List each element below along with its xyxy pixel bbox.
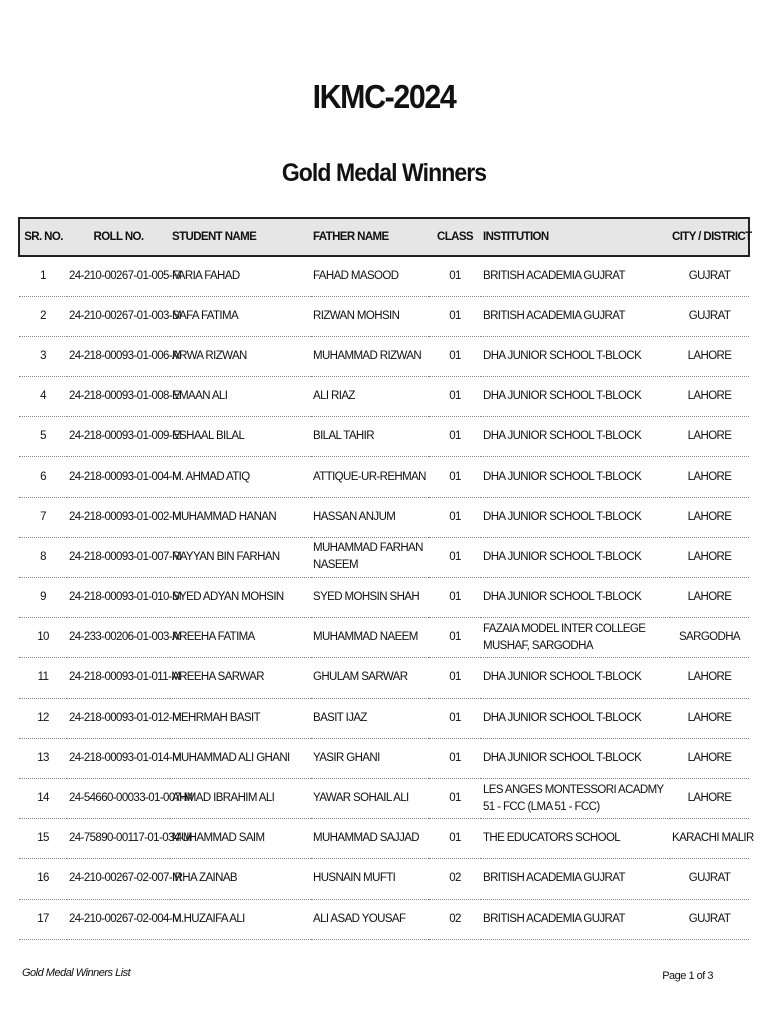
cell-class: 01 — [429, 578, 481, 618]
cell-class: 01 — [429, 256, 481, 296]
cell-father-name: ATTIQUE-UR-REHMAN — [311, 457, 429, 497]
header-roll-no: ROLL NO. — [67, 218, 170, 256]
cell-father-name: MUHAMMAD SAJJAD — [311, 819, 429, 859]
cell-father-name: ALI ASAD YOUSAF — [311, 899, 429, 939]
cell-class: 01 — [429, 819, 481, 859]
cell-city: LAHORE — [670, 336, 749, 376]
cell-student-name: M. AHMAD ATIQ — [170, 457, 311, 497]
cell-sr-no: 1 — [19, 256, 67, 296]
cell-city: GUJRAT — [670, 859, 749, 899]
header-city: CITY / DISTRICT — [670, 218, 749, 256]
cell-student-name: SAFA FATIMA — [170, 296, 311, 336]
page-number: Page 1 of 3 — [662, 970, 713, 982]
header-father-name: FATHER NAME — [311, 218, 429, 256]
cell-institution: BRITISH ACADEMIA GUJRAT — [481, 859, 670, 899]
cell-sr-no: 2 — [19, 296, 67, 336]
cell-institution: DHA JUNIOR SCHOOL T-BLOCK — [481, 698, 670, 738]
cell-student-name: MEHRMAH BASIT — [170, 698, 311, 738]
cell-father-name: HASSAN ANJUM — [311, 497, 429, 537]
table-row — [19, 497, 749, 537]
footer-list-label: Gold Medal Winners List — [22, 967, 131, 979]
cell-city: LAHORE — [670, 658, 749, 698]
cell-institution: LES ANGES MONTESSORI ACADMY 51 - FCC (LMA 51 - FCC) — [481, 778, 670, 818]
cell-roll-no: 24-210-00267-02-007-M — [67, 859, 170, 899]
winners-table — [18, 217, 754, 940]
table-row — [19, 578, 749, 618]
cell-father-name: MUHAMMAD RIZWAN — [311, 336, 429, 376]
cell-roll-no: 24-54660-00033-01-007-M — [67, 778, 170, 818]
cell-class: 01 — [429, 417, 481, 457]
cell-father-name: YASIR GHANI — [311, 738, 429, 778]
cell-father-name: SYED MOHSIN SHAH — [311, 578, 429, 618]
cell-city: GUJRAT — [670, 256, 749, 296]
cell-class: 01 — [429, 336, 481, 376]
cell-father-name: HUSNAIN MUFTI — [311, 859, 429, 899]
cell-student-name: EMAAN ALI — [170, 377, 311, 417]
cell-class: 01 — [429, 537, 481, 577]
document-title: IKMC-2024 — [312, 78, 456, 115]
table-row — [19, 457, 749, 497]
cell-student-name: MUHAMMAD SAIM — [170, 819, 311, 859]
table-row — [19, 738, 749, 778]
cell-class: 01 — [429, 618, 481, 658]
table-row — [19, 899, 749, 939]
table-row — [19, 778, 749, 818]
cell-roll-no: 24-233-00206-01-003-M — [67, 618, 170, 658]
cell-student-name: FARIA FAHAD — [170, 256, 311, 296]
cell-student-name: M.HUZAIFA ALI — [170, 899, 311, 939]
cell-institution: DHA JUNIOR SCHOOL T-BLOCK — [481, 417, 670, 457]
header-sr-no: SR. NO. — [19, 218, 67, 256]
cell-institution: DHA JUNIOR SCHOOL T-BLOCK — [481, 537, 670, 577]
cell-institution: DHA JUNIOR SCHOOL T-BLOCK — [481, 578, 670, 618]
cell-class: 02 — [429, 859, 481, 899]
cell-city: LAHORE — [670, 778, 749, 818]
cell-sr-no: 5 — [19, 417, 67, 457]
cell-city: LAHORE — [670, 698, 749, 738]
cell-father-name: FAHAD MASOOD — [311, 256, 429, 296]
table-row — [19, 859, 749, 899]
cell-institution: DHA JUNIOR SCHOOL T-BLOCK — [481, 738, 670, 778]
cell-father-name: YAWAR SOHAIL ALI — [311, 778, 429, 818]
cell-sr-no: 3 — [19, 336, 67, 376]
cell-class: 01 — [429, 738, 481, 778]
cell-roll-no: 24-218-00093-01-009-M — [67, 417, 170, 457]
cell-sr-no: 12 — [19, 698, 67, 738]
cell-city: GUJRAT — [670, 899, 749, 939]
cell-institution: BRITISH ACADEMIA GUJRAT — [481, 296, 670, 336]
cell-city: LAHORE — [670, 417, 749, 457]
cell-roll-no: 24-218-00093-01-014-M — [67, 738, 170, 778]
cell-roll-no: 24-210-00267-01-003-M — [67, 296, 170, 336]
cell-father-name: MUHAMMAD FARHAN NASEEM — [311, 537, 429, 577]
table-row — [19, 819, 749, 859]
cell-father-name: MUHAMMAD NAEEM — [311, 618, 429, 658]
cell-roll-no: 24-218-00093-01-011-M — [67, 658, 170, 698]
cell-sr-no: 7 — [19, 497, 67, 537]
document-subtitle: Gold Medal Winners — [281, 159, 487, 187]
table-row — [19, 296, 749, 336]
table-row — [19, 537, 749, 577]
cell-roll-no: 24-218-00093-01-006-M — [67, 336, 170, 376]
cell-roll-no: 24-210-00267-02-004-M — [67, 899, 170, 939]
cell-sr-no: 8 — [19, 537, 67, 577]
cell-institution: DHA JUNIOR SCHOOL T-BLOCK — [481, 658, 670, 698]
cell-class: 01 — [429, 457, 481, 497]
cell-class: 01 — [429, 778, 481, 818]
cell-sr-no: 14 — [19, 778, 67, 818]
cell-city: LAHORE — [670, 497, 749, 537]
table-row — [19, 336, 749, 376]
cell-student-name: SYED ADYAN MOHSIN — [170, 578, 311, 618]
table-row — [19, 256, 749, 296]
cell-roll-no: 24-218-00093-01-012-M — [67, 698, 170, 738]
header-class: CLASS — [429, 218, 481, 256]
cell-sr-no: 6 — [19, 457, 67, 497]
table-row — [19, 618, 749, 658]
cell-student-name: AREEHA SARWAR — [170, 658, 311, 698]
cell-city: LAHORE — [670, 537, 749, 577]
cell-roll-no: 24-218-00093-01-008-M — [67, 377, 170, 417]
cell-class: 01 — [429, 497, 481, 537]
cell-city: LAHORE — [670, 578, 749, 618]
cell-student-name: ESHAAL BILAL — [170, 417, 311, 457]
cell-class: 01 — [429, 658, 481, 698]
cell-institution: DHA JUNIOR SCHOOL T-BLOCK — [481, 497, 670, 537]
cell-class: 02 — [429, 899, 481, 939]
cell-roll-no: 24-218-00093-01-010-M — [67, 578, 170, 618]
cell-city: LAHORE — [670, 738, 749, 778]
table-row — [19, 698, 749, 738]
table-row — [19, 417, 749, 457]
cell-student-name: ARWA RIZWAN — [170, 336, 311, 376]
cell-sr-no: 10 — [19, 618, 67, 658]
cell-roll-no: 24-75890-00117-01-034-M — [67, 819, 170, 859]
cell-sr-no: 9 — [19, 578, 67, 618]
cell-institution: FAZAIA MODEL INTER COLLEGE MUSHAF, SARGODHA — [481, 618, 670, 658]
cell-sr-no: 11 — [19, 658, 67, 698]
table-row — [19, 377, 749, 417]
cell-institution: BRITISH ACADEMIA GUJRAT — [481, 256, 670, 296]
cell-student-name: AHMAD IBRAHIM ALI — [170, 778, 311, 818]
cell-class: 01 — [429, 698, 481, 738]
cell-father-name: ALI RIAZ — [311, 377, 429, 417]
cell-city: KARACHI MALIR — [670, 819, 749, 859]
cell-sr-no: 17 — [19, 899, 67, 939]
cell-institution: DHA JUNIOR SCHOOL T-BLOCK — [481, 336, 670, 376]
cell-father-name: BILAL TAHIR — [311, 417, 429, 457]
cell-roll-no: 24-210-00267-01-005-M — [67, 256, 170, 296]
cell-father-name: RIZWAN MOHSIN — [311, 296, 429, 336]
cell-institution: BRITISH ACADEMIA GUJRAT — [481, 899, 670, 939]
header-institution: INSTITUTION — [481, 218, 670, 256]
cell-class: 01 — [429, 377, 481, 417]
cell-roll-no: 24-218-00093-01-004-M — [67, 457, 170, 497]
cell-city: SARGODHA — [670, 618, 749, 658]
cell-institution: THE EDUCATORS SCHOOL — [481, 819, 670, 859]
cell-sr-no: 15 — [19, 819, 67, 859]
cell-class: 01 — [429, 296, 481, 336]
cell-father-name: BASIT IJAZ — [311, 698, 429, 738]
cell-student-name: AREEHA FATIMA — [170, 618, 311, 658]
cell-sr-no: 4 — [19, 377, 67, 417]
cell-sr-no: 13 — [19, 738, 67, 778]
table-row — [19, 658, 749, 698]
cell-city: LAHORE — [670, 377, 749, 417]
cell-city: LAHORE — [670, 457, 749, 497]
cell-roll-no: 24-218-00093-01-007-M — [67, 537, 170, 577]
table-header-row — [19, 218, 749, 256]
cell-student-name: IRHA ZAINAB — [170, 859, 311, 899]
cell-student-name: MUHAMMAD ALI GHANI — [170, 738, 311, 778]
cell-city: GUJRAT — [670, 296, 749, 336]
cell-father-name: GHULAM SARWAR — [311, 658, 429, 698]
cell-roll-no: 24-218-00093-01-002-M — [67, 497, 170, 537]
cell-student-name: MUHAMMAD HANAN — [170, 497, 311, 537]
cell-institution: DHA JUNIOR SCHOOL T-BLOCK — [481, 457, 670, 497]
cell-institution: DHA JUNIOR SCHOOL T-BLOCK — [481, 377, 670, 417]
table-body — [19, 256, 754, 939]
header-student-name: STUDENT NAME — [170, 218, 311, 256]
cell-student-name: RAYYAN BIN FARHAN — [170, 537, 311, 577]
cell-sr-no: 16 — [19, 859, 67, 899]
